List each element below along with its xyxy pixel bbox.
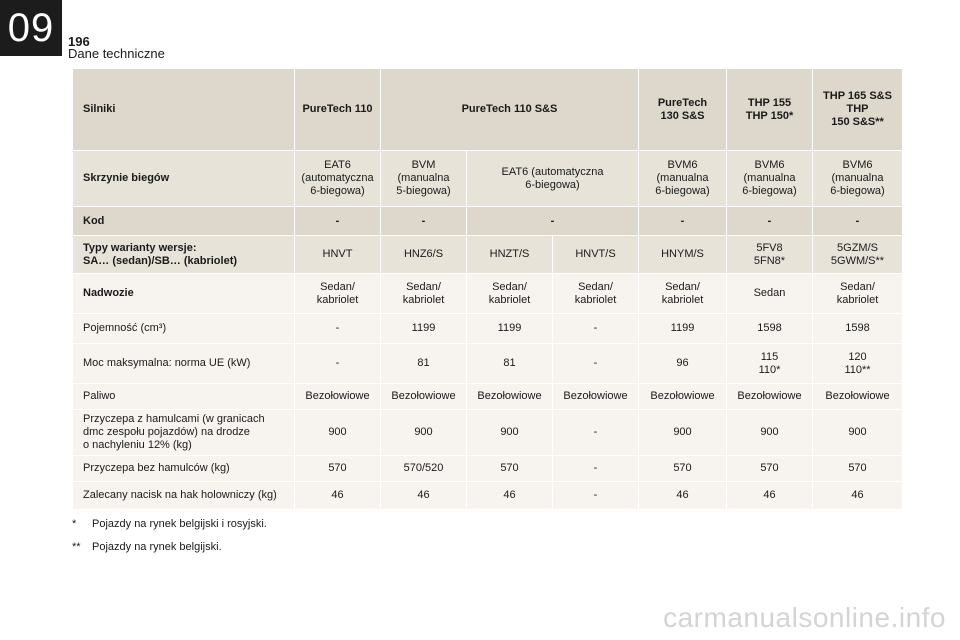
table-cell: 1598	[727, 314, 813, 344]
table-cell: Bezołowiowe	[467, 384, 553, 410]
table-row	[73, 69, 903, 151]
table-row	[73, 344, 903, 384]
table-body	[73, 69, 903, 510]
table-cell: 900	[639, 410, 727, 456]
table-cell: PureTech 110 S&S	[381, 69, 639, 151]
table-cell: 570	[639, 456, 727, 482]
table-cell: 96	[639, 344, 727, 384]
row-label: Silniki	[73, 69, 295, 151]
table-cell: Sedan/ kabriolet	[381, 274, 467, 314]
table-cell: HNVT	[295, 236, 381, 274]
table-cell: 46	[381, 482, 467, 510]
section-title: Dane techniczne	[68, 46, 165, 61]
table-row	[73, 151, 903, 207]
table-cell: BVM6 (manualna 6-biegowa)	[813, 151, 903, 207]
table-cell: -	[295, 207, 381, 236]
table-cell: 46	[467, 482, 553, 510]
row-label: Pojemność (cm³)	[73, 314, 295, 344]
table-cell: 46	[727, 482, 813, 510]
table-row	[73, 207, 903, 236]
table-cell: 81	[467, 344, 553, 384]
table-cell: PureTech 130 S&S	[639, 69, 727, 151]
table-cell: THP 155 THP 150*	[727, 69, 813, 151]
table-cell: Bezołowiowe	[553, 384, 639, 410]
table-cell: HNZT/S	[467, 236, 553, 274]
table-cell: -	[553, 314, 639, 344]
table-cell: BVM6 (manualna 6-biegowa)	[727, 151, 813, 207]
table-cell: EAT6 (automatyczna 6-biegowa)	[467, 151, 639, 207]
table-cell: 900	[295, 410, 381, 456]
table-cell: HNVT/S	[553, 236, 639, 274]
table-cell: EAT6 (automatyczna 6-biegowa)	[295, 151, 381, 207]
watermark: carmanualsonline.info	[663, 602, 946, 633]
table-cell: -	[295, 344, 381, 384]
table-row	[73, 314, 903, 344]
table-cell: HNZ6/S	[381, 236, 467, 274]
table-cell: Sedan	[727, 274, 813, 314]
table-cell: 570	[727, 456, 813, 482]
table-cell: -	[553, 410, 639, 456]
footnote-mark: *	[72, 518, 77, 530]
table-cell: 570	[813, 456, 903, 482]
table-cell: Bezołowiowe	[813, 384, 903, 410]
table-cell: HNYM/S	[639, 236, 727, 274]
table-cell: -	[639, 207, 727, 236]
table-row	[73, 482, 903, 510]
table-cell: -	[467, 207, 639, 236]
table-row	[73, 236, 903, 274]
table-cell: -	[553, 344, 639, 384]
table-cell: Sedan/ kabriolet	[813, 274, 903, 314]
table-cell: 570	[295, 456, 381, 482]
table-cell: 46	[639, 482, 727, 510]
footnote-text: Pojazdy na rynek belgijski i rosyjski.	[92, 518, 267, 530]
table-row	[73, 410, 903, 456]
row-label: Zalecany nacisk na hak holowniczy (kg)	[73, 482, 295, 510]
footnotes	[72, 518, 267, 553]
table-cell: 46	[813, 482, 903, 510]
footnote-text: Pojazdy na rynek belgijski.	[92, 541, 222, 553]
table-cell: Bezołowiowe	[639, 384, 727, 410]
table-cell: BVM (manualna 5-biegowa)	[381, 151, 467, 207]
page-number: 196	[68, 34, 90, 49]
table-cell: 5GZM/S 5GWM/S**	[813, 236, 903, 274]
table-cell: 570/520	[381, 456, 467, 482]
table-cell: Sedan/ kabriolet	[639, 274, 727, 314]
table-cell: 900	[381, 410, 467, 456]
table-cell: BVM6 (manualna 6-biegowa)	[639, 151, 727, 207]
table-cell: 115 110*	[727, 344, 813, 384]
table-cell: -	[295, 314, 381, 344]
table-row	[73, 456, 903, 482]
table-cell: Bezołowiowe	[727, 384, 813, 410]
table-cell: 1199	[381, 314, 467, 344]
table-row	[73, 274, 903, 314]
table-cell: Sedan/ kabriolet	[295, 274, 381, 314]
footnote-mark: **	[72, 541, 81, 553]
table-cell: 1199	[639, 314, 727, 344]
table-cell: -	[381, 207, 467, 236]
footnote	[72, 518, 267, 530]
specifications-table	[72, 68, 903, 510]
table-cell: 46	[295, 482, 381, 510]
table-cell: 1199	[467, 314, 553, 344]
table-cell: 570	[467, 456, 553, 482]
table-cell: Bezołowiowe	[295, 384, 381, 410]
table-cell: 900	[467, 410, 553, 456]
row-label: Skrzynie biegów	[73, 151, 295, 207]
table-cell: Sedan/ kabriolet	[553, 274, 639, 314]
row-label: Nadwozie	[73, 274, 295, 314]
row-label: Przyczepa bez hamulców (kg)	[73, 456, 295, 482]
table-cell: 1598	[813, 314, 903, 344]
table-row	[73, 384, 903, 410]
table-cell: 900	[813, 410, 903, 456]
row-label: Typy warianty wersje: SA… (sedan)/SB… (kabriolet)	[73, 236, 295, 274]
table-cell: -	[727, 207, 813, 236]
table-cell: -	[553, 482, 639, 510]
row-label: Moc maksymalna: norma UE (kW)	[73, 344, 295, 384]
table-cell: THP 165 S&S THP 150 S&S**	[813, 69, 903, 151]
footnote	[72, 541, 267, 553]
table-cell: Bezołowiowe	[381, 384, 467, 410]
table-cell: PureTech 110	[295, 69, 381, 151]
table-cell: 120 110**	[813, 344, 903, 384]
table-cell: 900	[727, 410, 813, 456]
table-cell: Sedan/ kabriolet	[467, 274, 553, 314]
row-label: Przyczepa z hamulcami (w granicach dmc zespołu pojazdów) na drodze o nachyleniu 12% (kg)	[73, 410, 295, 456]
row-label: Kod	[73, 207, 295, 236]
table-cell: 5FV8 5FN8*	[727, 236, 813, 274]
row-label: Paliwo	[73, 384, 295, 410]
chapter-number: 09	[0, 0, 62, 56]
table-cell: -	[553, 456, 639, 482]
table-cell: -	[813, 207, 903, 236]
table-cell: 81	[381, 344, 467, 384]
